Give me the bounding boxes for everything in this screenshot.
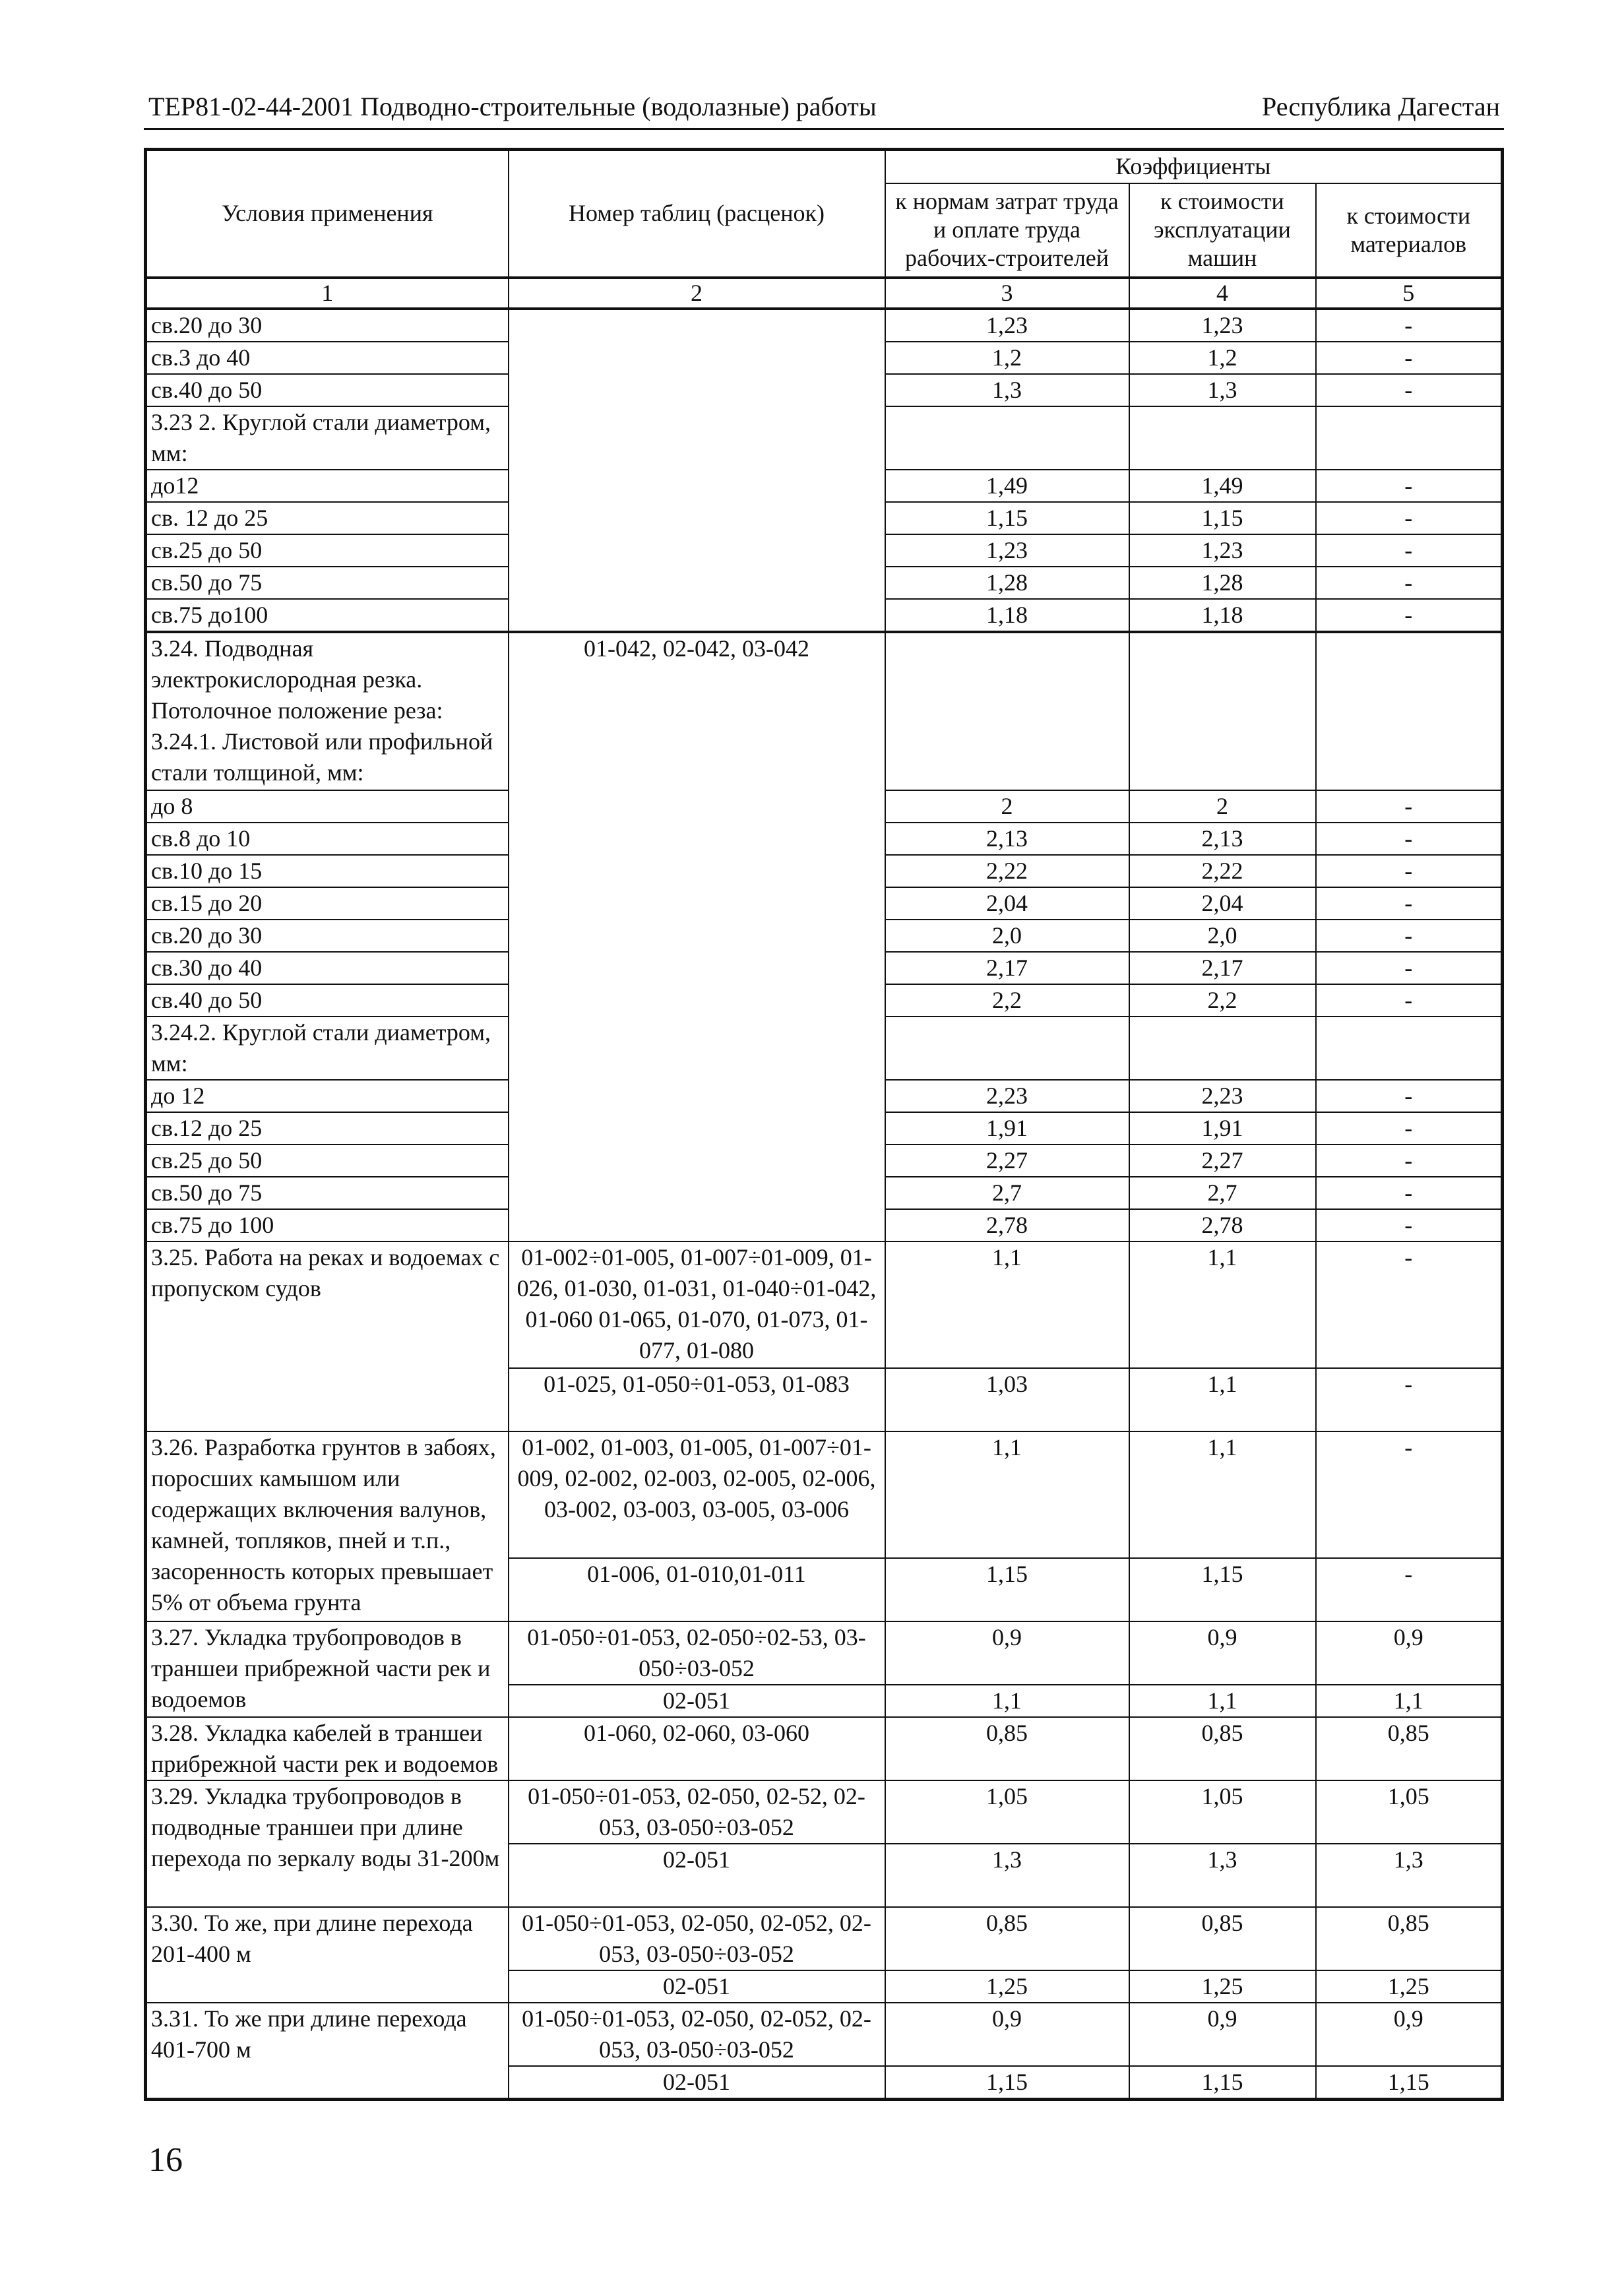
materials-coef-cell: 1,15 [1316, 2066, 1503, 2100]
labor-coef-cell [885, 1017, 1129, 1080]
labor-coef-cell: 1,25 [885, 1970, 1129, 2003]
table-row [146, 1717, 1503, 1780]
condition-cell: 3.27. Укладка трубопроводов в траншеи прибрежной части рек и водоемов [146, 1621, 509, 1717]
machines-coef-cell: 0,85 [1129, 1907, 1316, 1970]
labor-coef-cell: 2,7 [885, 1177, 1129, 1209]
condition-cell: 3.24. Подводная электрокислородная резка. Потолочное положение реза: 3.24.1. Листовой или профильной стали толщиной, мм: [146, 632, 509, 790]
materials-coef-cell: - [1316, 790, 1503, 823]
materials-coef-cell: - [1316, 952, 1503, 984]
header-materials-coef: к стоимости материалов [1316, 183, 1503, 278]
labor-coef-cell: 2,22 [885, 855, 1129, 887]
document-title: ТЕР81-02-44-2001 Подводно-строительные (водолазные) работы [148, 92, 877, 121]
condition-cell: 3.28. Укладка кабелей в траншеи прибрежной части рек и водоемов [146, 1717, 509, 1780]
materials-coef-cell: - [1316, 1241, 1503, 1368]
condition-cell: св.20 до 30 [146, 309, 509, 342]
materials-coef-cell: - [1316, 855, 1503, 887]
table-numbers-cell: 01-025, 01-050÷01-053, 01-083 [509, 1368, 885, 1431]
labor-coef-cell: 2,27 [885, 1144, 1129, 1177]
condition-cell: 3.29. Укладка трубопроводов в подводные траншеи при длине перехода по зеркалу воды 31-200м [146, 1780, 509, 1907]
machines-coef-cell: 1,28 [1129, 567, 1316, 599]
condition-cell: св.20 до 30 [146, 920, 509, 952]
machines-coef-cell: 0,9 [1129, 2003, 1316, 2066]
column-number: 2 [509, 278, 885, 309]
materials-coef-cell: 0,85 [1316, 1717, 1503, 1780]
table-numbers-cell: 01-002, 01-003, 01-005, 01-007÷01-009, 02-002, 02-003, 02-005, 02-006, 03-002, 03-003, 03-005, 03-006 [509, 1431, 885, 1558]
table-numbers-cell: 01-050÷01-053, 02-050÷02-53, 03-050÷03-052 [509, 1621, 885, 1685]
table-numbers-cell: 02-051 [509, 1685, 885, 1717]
labor-coef-cell: 1,3 [885, 374, 1129, 406]
materials-coef-cell: - [1316, 534, 1503, 567]
header-labor-coef: к нормам затрат труда и оплате труда рабочих-строителей [885, 183, 1129, 278]
labor-coef-cell: 1,2 [885, 342, 1129, 374]
materials-coef-cell: - [1316, 502, 1503, 534]
labor-coef-cell: 0,9 [885, 1621, 1129, 1685]
condition-cell: св.40 до 50 [146, 984, 509, 1017]
header-table-numbers: Номер таблиц (расценок) [509, 150, 885, 278]
materials-coef-cell: - [1316, 1112, 1503, 1144]
machines-coef-cell: 1,1 [1129, 1241, 1316, 1368]
labor-coef-cell: 2,04 [885, 887, 1129, 920]
labor-coef-cell: 1,49 [885, 470, 1129, 502]
labor-coef-cell: 2,23 [885, 1080, 1129, 1112]
labor-coef-cell: 2,2 [885, 984, 1129, 1017]
labor-coef-cell: 2,13 [885, 823, 1129, 855]
labor-coef-cell: 1,03 [885, 1368, 1129, 1431]
labor-coef-cell: 1,3 [885, 1844, 1129, 1907]
machines-coef-cell: 1,18 [1129, 599, 1316, 632]
condition-cell: св.3 до 40 [146, 342, 509, 374]
labor-coef-cell: 1,15 [885, 1558, 1129, 1621]
machines-coef-cell: 1,3 [1129, 374, 1316, 406]
condition-cell: до 12 [146, 1080, 509, 1112]
materials-coef-cell: - [1316, 309, 1503, 342]
materials-coef-cell: - [1316, 470, 1503, 502]
condition-cell: 3.30. То же, при длине перехода 201-400 м [146, 1907, 509, 2003]
table-numbers-cell: 01-050÷01-053, 02-050, 02-052, 02-053, 03-050÷03-052 [509, 1907, 885, 1970]
header-conditions: Условия применения [146, 150, 509, 278]
machines-coef-cell: 2,7 [1129, 1177, 1316, 1209]
machines-coef-cell [1129, 632, 1316, 790]
header-rule [144, 128, 1504, 130]
column-number: 3 [885, 278, 1129, 309]
materials-coef-cell [1316, 1017, 1503, 1080]
materials-coef-cell: 1,1 [1316, 1685, 1503, 1717]
labor-coef-cell: 1,23 [885, 534, 1129, 567]
materials-coef-cell: - [1316, 984, 1503, 1017]
table-row [146, 2003, 1503, 2066]
labor-coef-cell: 2,0 [885, 920, 1129, 952]
table-numbers-cell: 01-002÷01-005, 01-007÷01-009, 01-026, 01-030, 01-031, 01-040÷01-042, 01-060 01-065, 01-070, 01-073, 01-077, 01-080 [509, 1241, 885, 1368]
materials-coef-cell: - [1316, 1209, 1503, 1241]
machines-coef-cell: 2,78 [1129, 1209, 1316, 1241]
condition-cell: св.25 до 50 [146, 1144, 509, 1177]
machines-coef-cell: 0,85 [1129, 1717, 1316, 1780]
condition-cell: св.75 до 100 [146, 1209, 509, 1241]
materials-coef-cell: 1,05 [1316, 1780, 1503, 1844]
machines-coef-cell: 2,17 [1129, 952, 1316, 984]
table-row [146, 309, 1503, 342]
table-numbers-cell: 01-050÷01-053, 02-050, 02-052, 02-053, 03-050÷03-052 [509, 2003, 885, 2066]
materials-coef-cell: 0,9 [1316, 2003, 1503, 2066]
labor-coef-cell: 1,18 [885, 599, 1129, 632]
condition-cell: 3.25. Работа на реках и водоемах с пропуском судов [146, 1241, 509, 1431]
table-row [146, 1780, 1503, 1844]
materials-coef-cell: - [1316, 920, 1503, 952]
machines-coef-cell: 1,15 [1129, 2066, 1316, 2100]
materials-coef-cell: - [1316, 823, 1503, 855]
materials-coef-cell [1316, 632, 1503, 790]
materials-coef-cell: - [1316, 1177, 1503, 1209]
labor-coef-cell [885, 632, 1129, 790]
condition-cell: 3.23 2. Круглой стали диаметром, мм: [146, 406, 509, 470]
table-numbers-cell: 01-060, 02-060, 03-060 [509, 1717, 885, 1780]
machines-coef-cell: 1,25 [1129, 1970, 1316, 2003]
materials-coef-cell: - [1316, 567, 1503, 599]
machines-coef-cell: 1,1 [1129, 1368, 1316, 1431]
labor-coef-cell [885, 406, 1129, 470]
materials-coef-cell: - [1316, 1431, 1503, 1558]
region-name: Республика Дагестан [1262, 92, 1500, 121]
materials-coef-cell: - [1316, 374, 1503, 406]
materials-coef-cell: - [1316, 599, 1503, 632]
column-number: 1 [146, 278, 509, 309]
labor-coef-cell: 1,1 [885, 1241, 1129, 1368]
table-numbers-cell: 01-006, 01-010,01-011 [509, 1558, 885, 1621]
machines-coef-cell: 1,91 [1129, 1112, 1316, 1144]
materials-coef-cell: - [1316, 887, 1503, 920]
table-numbers-cell: 01-042, 02-042, 03-042 [509, 632, 885, 1241]
table-numbers-cell: 02-051 [509, 1970, 885, 2003]
materials-coef-cell: - [1316, 1368, 1503, 1431]
labor-coef-cell: 1,15 [885, 502, 1129, 534]
machines-coef-cell: 0,9 [1129, 1621, 1316, 1685]
condition-cell: 3.26. Разработка грунтов в забоях, поросших камышом или содержащих включения валунов, камней, топляков, пней и т.п., засоренность которых превышает 5% от объема грунта [146, 1431, 509, 1621]
labor-coef-cell: 1,05 [885, 1780, 1129, 1844]
machines-coef-cell: 2,2 [1129, 984, 1316, 1017]
materials-coef-cell: - [1316, 342, 1503, 374]
machines-coef-cell: 1,1 [1129, 1685, 1316, 1717]
materials-coef-cell: - [1316, 1144, 1503, 1177]
machines-coef-cell: 1,23 [1129, 534, 1316, 567]
table-row [146, 1907, 1503, 1970]
table-numbers-cell: 02-051 [509, 1844, 885, 1907]
condition-cell: св.50 до 75 [146, 567, 509, 599]
header-coefficients: Коэффициенты [885, 150, 1503, 183]
labor-coef-cell: 0,9 [885, 2003, 1129, 2066]
machines-coef-cell: 2,22 [1129, 855, 1316, 887]
condition-cell: 3.31. То же при длине перехода 401-700 м [146, 2003, 509, 2100]
machines-coef-cell: 2 [1129, 790, 1316, 823]
table-numbers-cell [509, 309, 885, 632]
labor-coef-cell: 2,78 [885, 1209, 1129, 1241]
condition-cell: 3.24.2. Круглой стали диаметром, мм: [146, 1017, 509, 1080]
condition-cell: до12 [146, 470, 509, 502]
table-row [146, 1431, 1503, 1558]
machines-coef-cell: 1,15 [1129, 1558, 1316, 1621]
condition-cell: св.25 до 50 [146, 534, 509, 567]
machines-coef-cell: 2,13 [1129, 823, 1316, 855]
labor-coef-cell: 1,1 [885, 1431, 1129, 1558]
materials-coef-cell [1316, 406, 1503, 470]
condition-cell: св. 12 до 25 [146, 502, 509, 534]
machines-coef-cell: 1,05 [1129, 1780, 1316, 1844]
machines-coef-cell: 2,23 [1129, 1080, 1316, 1112]
labor-coef-cell: 1,91 [885, 1112, 1129, 1144]
labor-coef-cell: 1,28 [885, 567, 1129, 599]
condition-cell: до 8 [146, 790, 509, 823]
materials-coef-cell: 1,3 [1316, 1844, 1503, 1907]
condition-cell: св.75 до100 [146, 599, 509, 632]
machines-coef-cell: 2,27 [1129, 1144, 1316, 1177]
condition-cell: св.50 до 75 [146, 1177, 509, 1209]
machines-coef-cell: 1,2 [1129, 342, 1316, 374]
materials-coef-cell: 1,25 [1316, 1970, 1503, 2003]
page-number: 16 [148, 2141, 183, 2179]
labor-coef-cell: 0,85 [885, 1717, 1129, 1780]
condition-cell: св.40 до 50 [146, 374, 509, 406]
condition-cell: св.12 до 25 [146, 1112, 509, 1144]
condition-cell: св.10 до 15 [146, 855, 509, 887]
machines-coef-cell: 1,49 [1129, 470, 1316, 502]
machines-coef-cell: 1,3 [1129, 1844, 1316, 1907]
machines-coef-cell: 1,23 [1129, 309, 1316, 342]
labor-coef-cell: 2,17 [885, 952, 1129, 984]
machines-coef-cell: 1,1 [1129, 1431, 1316, 1558]
labor-coef-cell: 1,23 [885, 309, 1129, 342]
coefficients-table [144, 148, 1504, 2101]
materials-coef-cell: 0,85 [1316, 1907, 1503, 1970]
materials-coef-cell: - [1316, 1558, 1503, 1621]
condition-cell: св.30 до 40 [146, 952, 509, 984]
machines-coef-cell: 2,04 [1129, 887, 1316, 920]
machines-coef-cell [1129, 406, 1316, 470]
labor-coef-cell: 1,1 [885, 1685, 1129, 1717]
labor-coef-cell: 1,15 [885, 2066, 1129, 2100]
table-row [146, 1241, 1503, 1368]
table-numbers-cell: 01-050÷01-053, 02-050, 02-52, 02-053, 03-050÷03-052 [509, 1780, 885, 1844]
labor-coef-cell: 0,85 [885, 1907, 1129, 1970]
header-machines-coef: к стоимости эксплуатации машин [1129, 183, 1316, 278]
table-numbers-cell: 02-051 [509, 2066, 885, 2100]
materials-coef-cell: - [1316, 1080, 1503, 1112]
table-row [146, 1621, 1503, 1685]
column-number: 4 [1129, 278, 1316, 309]
condition-cell: св.8 до 10 [146, 823, 509, 855]
column-number: 5 [1316, 278, 1503, 309]
labor-coef-cell: 2 [885, 790, 1129, 823]
machines-coef-cell: 1,15 [1129, 502, 1316, 534]
condition-cell: св.15 до 20 [146, 887, 509, 920]
table-row [146, 632, 1503, 790]
materials-coef-cell: 0,9 [1316, 1621, 1503, 1685]
machines-coef-cell: 2,0 [1129, 920, 1316, 952]
machines-coef-cell [1129, 1017, 1316, 1080]
